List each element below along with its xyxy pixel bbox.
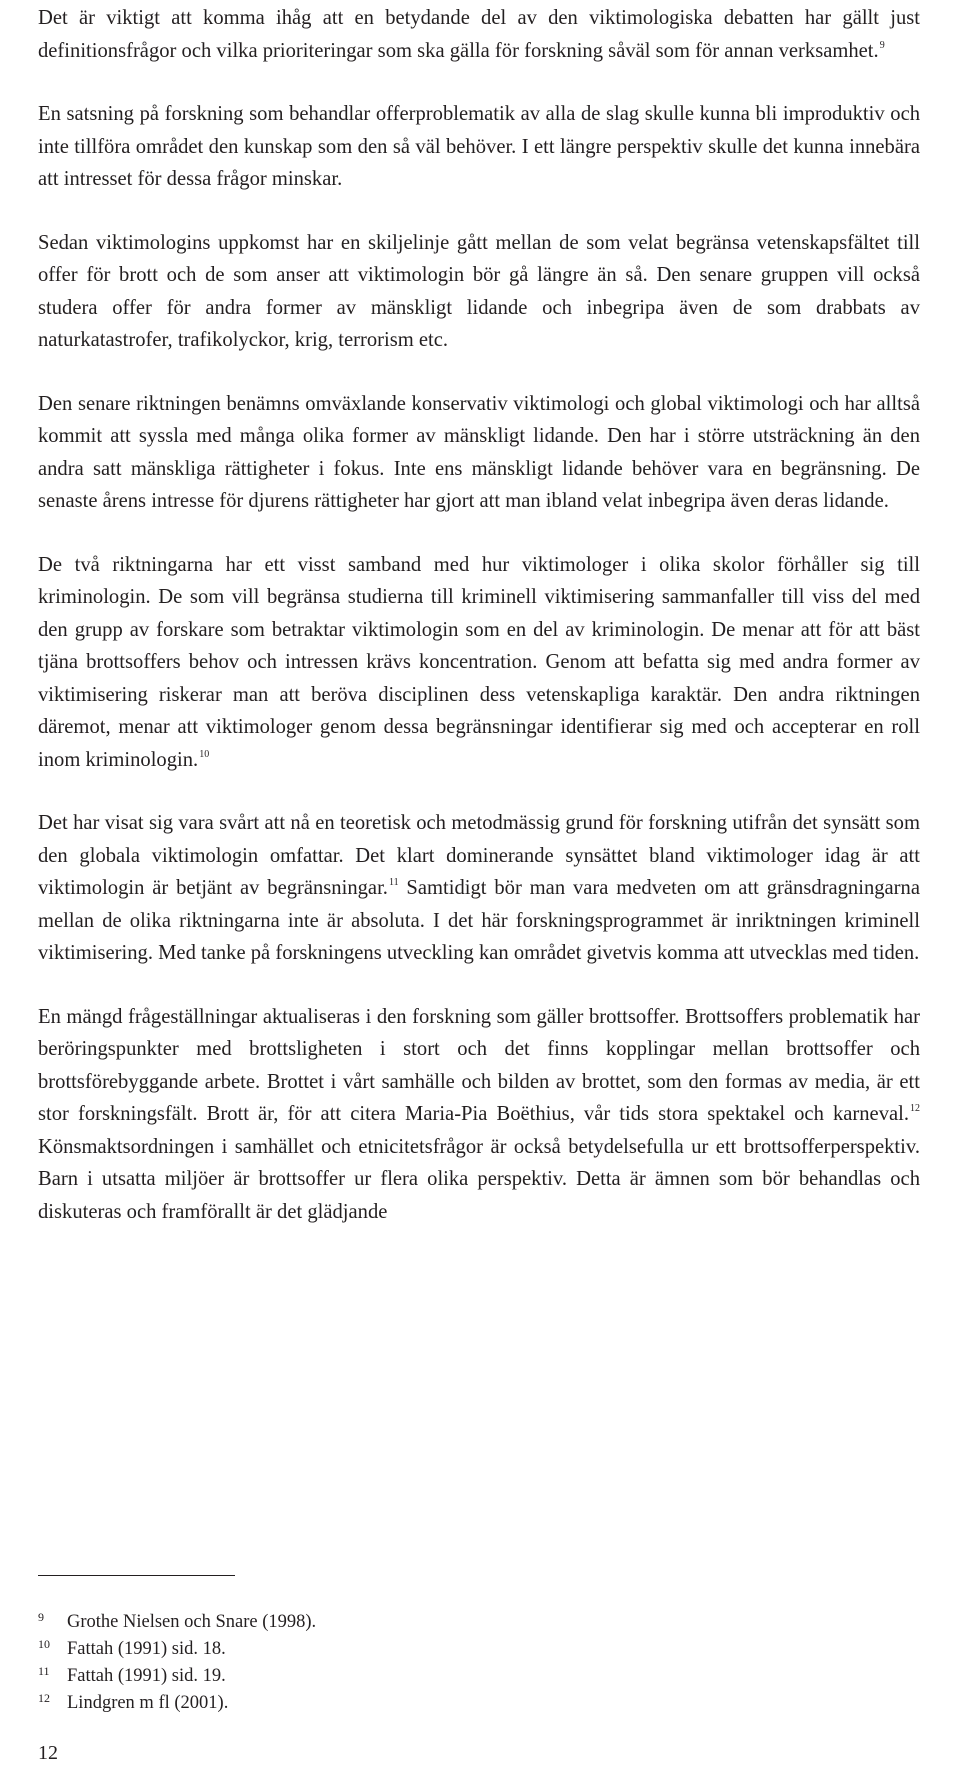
body-text <box>38 2 920 1228</box>
paragraph-text: En satsning på forskning som behandlar offerproblematik av alla de slag skulle kunna bli improduktiv och inte tillföra området den kunskap som den så väl behöver. I ett längre perspektiv skulle det kunna innebära att intresset för dessa frågor minskar. <box>38 103 920 190</box>
paragraph-text: Sedan viktimologins uppkomst har en skiljelinje gått mellan de som velat begränsa vetenskapsfältet till offer för brott och de som anser att viktimologin bör gå längre än så. Den senare gruppen vill också studera offer för andra former av mänskligt lidande och inbegripa även de som drabbats av naturkatastrofer, trafikolyckor, krig, terrorism etc. <box>38 231 920 351</box>
footnote-reference: 11 <box>388 877 399 888</box>
footnote-number: 10 <box>38 1637 50 1651</box>
footnote-number: 11 <box>38 1664 50 1678</box>
footnote-reference: 12 <box>910 1103 920 1114</box>
paragraph-text: Det har visat sig vara svårt att nå en teoretisk och metodmässig grund för forskning utifrån det synsätt som den globala viktimologin omfattar. Det klart dominerande synsättet bland viktimologer idag är att viktimologin är betjänt av begränsningar. <box>38 812 920 899</box>
document-page <box>38 0 920 1782</box>
page-number: 12 <box>38 1742 58 1764</box>
paragraph-text: De två riktningarna har ett visst samband med hur viktimologer i olika skolor förhåller sig till kriminologin. De som vill begränsa studierna till kriminell viktimisering sammanfaller till viss del med den grupp av forskare som betraktar viktimologin som en del av kriminologin. De menar att för att bäst tjäna brottsoffers behov och intressen krävs koncentration. Genom att befatta sig med andra former av viktimisering riskerar man att beröva disciplinen dess vetenskapliga karaktär. Den andra riktningen däremot, menar att viktimologer genom dessa begränsningar identifierar sig med och accepterar en roll inom kriminologin. <box>38 553 920 771</box>
footnote-item <box>38 1663 738 1690</box>
paragraph-text: En mängd frågeställningar aktualiseras i den forskning som gäller brottsoffer. Brottsoffers problematik har beröringspunkter med brottsligheten i stort och det finns kopplingar mellan brottsoffer och brottsförebyggande arbete. Brottet i vårt samhälle och bilden av brottet, som den formas av media, är ett stor forskningsfält. Brott är, för att citera Maria-Pia Boëthius, vår tids stora spektakel och karneval. <box>38 1005 920 1125</box>
footnote-number: 12 <box>38 1691 50 1705</box>
footnotes <box>38 1609 738 1717</box>
paragraph-2 <box>38 98 920 196</box>
paragraph-7 <box>38 1001 920 1229</box>
footnote-separator <box>38 1575 235 1576</box>
paragraph-text-continued: Samtidigt bör man vara medveten om att gränsdragningarna mellan de olika riktningarna inte är absoluta. I det här forskningsprogrammet är inriktningen kriminell viktimisering. Med tanke på forskningens utveckling kan området givetvis komma att utvecklas med tiden. <box>38 877 920 964</box>
paragraph-1 <box>38 2 920 67</box>
paragraph-6 <box>38 807 920 970</box>
paragraph-4 <box>38 388 920 518</box>
footnote-item <box>38 1690 738 1717</box>
footnote-reference: 9 <box>879 39 885 51</box>
footnote-item <box>38 1609 738 1636</box>
paragraph-3 <box>38 227 920 357</box>
footnote-text: Lindgren m fl (2001). <box>67 1693 229 1713</box>
paragraph-5 <box>38 549 920 777</box>
paragraph-text: Den senare riktningen benämns omväxlande konservativ viktimologi och global viktimologi och har alltså kommit att syssla med många olika former av mänskligt lidande. Den har i större utsträckning än den andra satt mänskliga rättigheter i fokus. Inte ens mänskligt lidande behöver vara en begränsning. De senaste årens intresse för djurens rättigheter har gjort att man ibland velat inbegripa även deras lidande. <box>38 392 920 512</box>
footnote-item <box>38 1636 738 1663</box>
footnote-text: Grothe Nielsen och Snare (1998). <box>67 1612 317 1632</box>
footnote-text: Fattah (1991) sid. 19. <box>67 1666 226 1686</box>
paragraph-text-continued: Könsmaktsordningen i samhället och etnicitetsfrågor är också betydelsefulla ur ett brottsofferperspektiv. Barn i utsatta miljöer är brottsoffer ur flera olika perspektiv. Detta är ämnen som bör behandlas och diskuteras och framförallt är det glädjande <box>38 1135 920 1223</box>
footnote-number: 9 <box>38 1610 44 1624</box>
paragraph-text: Det är viktigt att komma ihåg att en betydande del av den viktimologiska debatten har gällt just definitionsfrågor och vilka prioriteringar som ska gälla för forskning såväl som för annan verksamhet. <box>38 7 920 62</box>
footnote-reference: 10 <box>199 748 210 760</box>
footnote-text: Fattah (1991) sid. 18. <box>67 1639 226 1659</box>
